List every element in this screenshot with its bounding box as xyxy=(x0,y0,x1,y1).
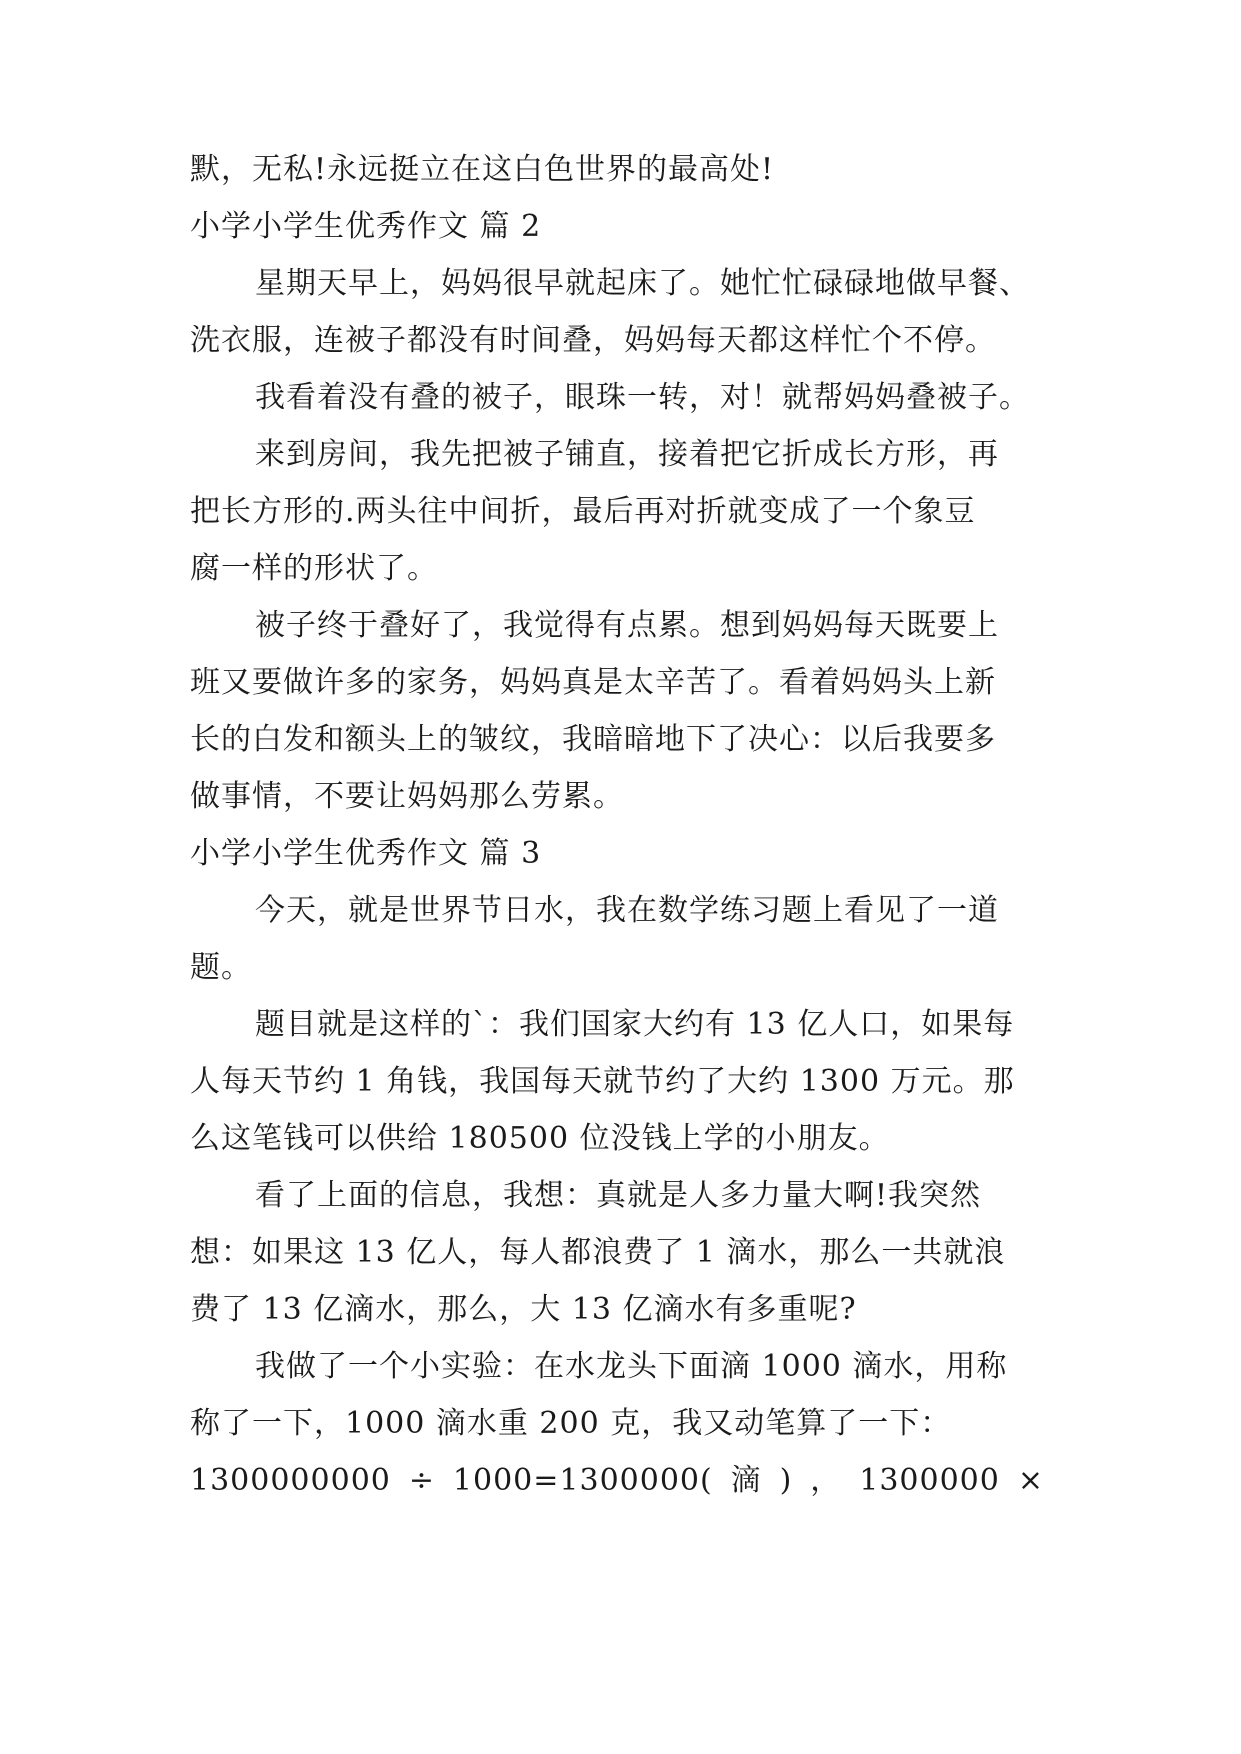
paragraph-line: 我做了一个小实验：在水龙头下面滴 1000 滴水，用称 xyxy=(255,1349,1008,1384)
paragraph-line: 默，无私!永远挺立在这白色世界的最高处! xyxy=(190,152,775,187)
paragraph-line: 人每天节约 1 角钱，我国每天就节约了大约 1300 万元。那 xyxy=(190,1064,1015,1099)
calc-part: ÷ xyxy=(408,1463,435,1498)
calc-part: 滴 xyxy=(730,1463,762,1498)
paragraph-line: 我看着没有叠的被子，眼珠一转，对！就帮妈妈叠被子。 xyxy=(255,380,1030,415)
paragraph-line: 想：如果这 13 亿人，每人都浪费了 1 滴水，那么一共就浪 xyxy=(190,1235,1006,1270)
paragraph-line: 题目就是这样的`：我们国家大约有 13 亿人口，如果每 xyxy=(255,1007,1015,1042)
paragraph-line: 来到房间，我先把被子铺直，接着把它折成长方形，再 xyxy=(255,437,999,472)
calc-part: 1300000 xyxy=(859,1463,1000,1498)
paragraph-line: 被子终于叠好了，我觉得有点累。想到妈妈每天既要上 xyxy=(255,608,999,643)
paragraph-line: 称了一下，1000 滴水重 200 克，我又动笔算了一下： xyxy=(190,1406,952,1441)
paragraph-line: 今天，就是世界节日水，我在数学练习题上看见了一道 xyxy=(255,893,999,928)
paragraph-line: 洗衣服，连被子都没有时间叠，妈妈每天都这样忙个不停。 xyxy=(190,323,996,358)
calculation-line xyxy=(190,1461,1044,1501)
calc-part: ， xyxy=(810,1463,842,1498)
paragraph-line: 把长方形的.两头往中间折，最后再对折就变成了一个象豆 xyxy=(190,494,976,529)
calc-part: ) xyxy=(779,1463,793,1498)
section-heading: 小学小学生优秀作文 篇 2 xyxy=(190,209,542,244)
calc-part: 1300000000 xyxy=(190,1463,391,1498)
calc-part: 1000=1300000( xyxy=(452,1463,713,1498)
paragraph-line: 题。 xyxy=(190,950,252,985)
paragraph-line: 做事情，不要让妈妈那么劳累。 xyxy=(190,779,624,814)
calc-part: × xyxy=(1017,1463,1044,1498)
section-heading: 小学小学生优秀作文 篇 3 xyxy=(190,836,542,871)
paragraph-line: 腐一样的形状了。 xyxy=(190,551,438,586)
paragraph-line: 星期天早上，妈妈很早就起床了。她忙忙碌碌地做早餐、 xyxy=(255,266,1030,301)
paragraph-line: 费了 13 亿滴水，那么，大 13 亿滴水有多重呢? xyxy=(190,1292,857,1327)
paragraph-line: 么这笔钱可以供给 180500 位没钱上学的小朋友。 xyxy=(190,1121,890,1156)
paragraph-line: 班又要做许多的家务，妈妈真是太辛苦了。看着妈妈头上新 xyxy=(190,665,996,700)
paragraph-line: 看了上面的信息，我想：真就是人多力量大啊!我突然 xyxy=(255,1178,982,1213)
paragraph-line: 长的白发和额头上的皱纹，我暗暗地下了决心：以后我要多 xyxy=(190,722,996,757)
